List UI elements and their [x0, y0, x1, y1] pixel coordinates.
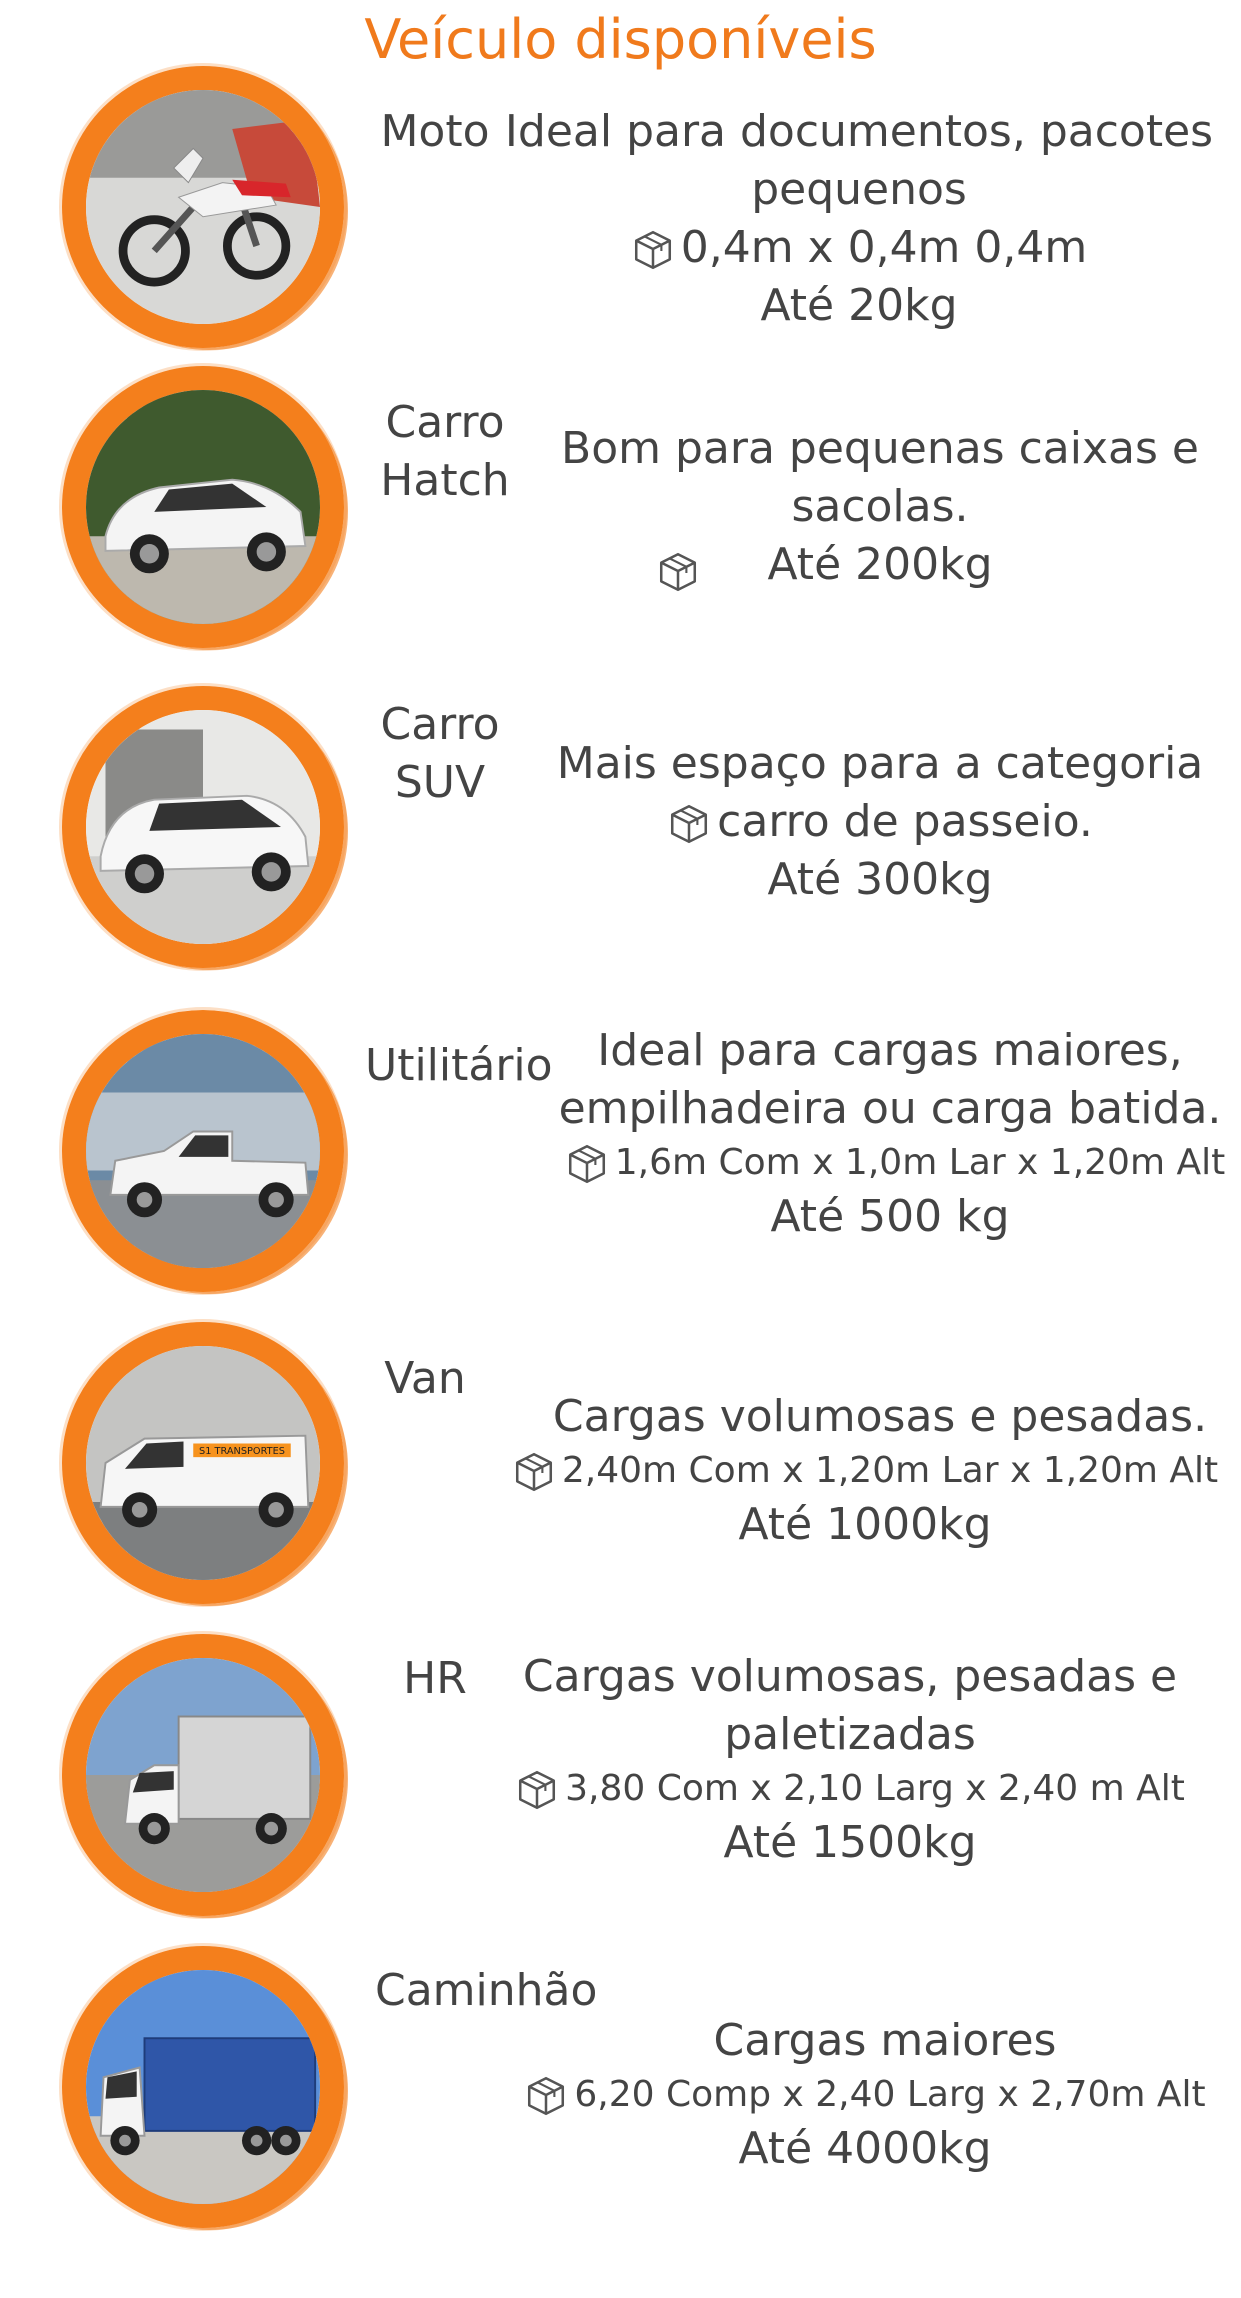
- vehicle-dimensions: 6,20 Comp x 2,40 Larg x 2,70m Alt: [505, 2070, 1225, 2120]
- vehicle-capacity: Até 200kg: [560, 536, 1200, 594]
- vehicle-info-van: [500, 1388, 1230, 1554]
- box-icon: [565, 1142, 609, 1186]
- vehicle-info-hr: [505, 1648, 1195, 1872]
- box-icon: [667, 802, 711, 846]
- vehicle-photo-caminhao: [62, 1946, 344, 2228]
- vehicle-dimensions: 3,80 Com x 2,10 Larg x 2,40 m Alt: [505, 1764, 1195, 1814]
- vehicle-capacity: Até 300kg: [767, 854, 993, 905]
- vehicle-name-caminhao: Caminhão: [375, 1965, 598, 2016]
- vehicle-description: Ideal para cargas maiores, empilhadeira ou carga batida.: [558, 1025, 1222, 1134]
- vehicle-photo-carro-suv: [62, 686, 344, 968]
- vehicle-info-utilitario: [545, 1022, 1235, 1246]
- vehicle-info-carro-hatch: [560, 420, 1200, 594]
- vehicle-name-carro-hatch: Carro Hatch: [380, 397, 510, 506]
- box-icon: [512, 1450, 556, 1494]
- vehicle-capacity: Até 4000kg: [738, 2123, 992, 2174]
- vehicle-dimensions: 1,6m Com x 1,0m Lar x 1,20m Alt: [545, 1138, 1235, 1188]
- vehicle-photo-utilitario: [62, 1010, 344, 1292]
- vehicle-name-utilitario: Utilitário: [365, 1040, 553, 1091]
- vehicle-name-van: Van: [384, 1353, 466, 1404]
- vehicle-photo-carro-hatch: [62, 366, 344, 648]
- vehicle-capacity: Até 500 kg: [770, 1191, 1010, 1242]
- vehicle-name-moto: Moto: [380, 106, 490, 157]
- vehicle-description: Cargas volumosas e pesadas.: [552, 1391, 1208, 1442]
- vehicle-dimensions: 0,4m x 0,4m 0,4m: [495, 219, 1223, 277]
- vehicle-dimensions: 2,40m Com x 1,20m Lar x 1,20m Alt: [500, 1446, 1230, 1496]
- vehicle-info-moto: [495, 103, 1223, 335]
- box-icon: [656, 550, 700, 594]
- vehicle-description: Cargas maiores: [713, 2015, 1057, 2066]
- page-title: Veículo disponíveis: [364, 8, 877, 71]
- vehicle-info-caminhao: [505, 2012, 1225, 2178]
- vehicle-name-hr: HR: [403, 1653, 467, 1704]
- svg-text:S1 TRANSPORTES: S1 TRANSPORTES: [199, 1446, 285, 1458]
- vehicle-photo-hr: [62, 1634, 344, 1916]
- vehicle-description: Cargas volumosas, pesadas e paletizadas: [522, 1651, 1178, 1760]
- box-icon: [631, 228, 675, 272]
- vehicle-name-carro-suv: Carro SUV: [380, 699, 500, 808]
- box-icon: [515, 1768, 559, 1812]
- vehicle-capacity: Até 20kg: [760, 280, 958, 331]
- vehicle-description-line1: Mais espaço para a categoria: [556, 738, 1204, 789]
- vehicle-capacity: Até 1500kg: [723, 1817, 977, 1868]
- vehicle-photo-van: [62, 1322, 344, 1604]
- vehicle-photo-moto: [62, 66, 344, 348]
- vehicle-capacity: Até 1000kg: [738, 1499, 992, 1550]
- vehicle-description: Ideal para documentos, pacotes pequenos: [504, 106, 1214, 215]
- box-icon: [524, 2074, 568, 2118]
- vehicle-description-line2: carro de passeio.: [535, 793, 1225, 851]
- vehicle-description: Bom para pequenas caixas e sacolas.: [561, 423, 1199, 532]
- vehicle-info-carro-suv: [535, 735, 1225, 909]
